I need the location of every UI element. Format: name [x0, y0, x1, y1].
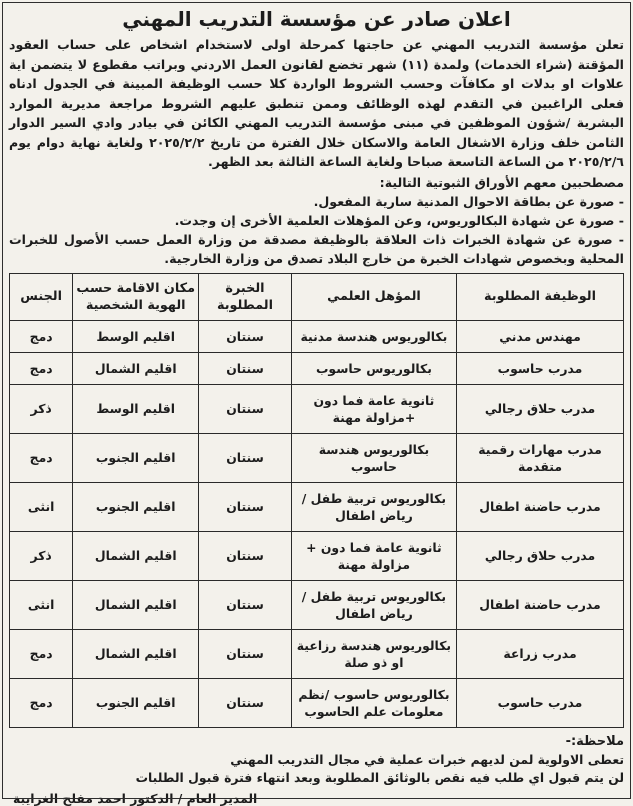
jobs-table-head [10, 273, 624, 320]
table-row [10, 320, 624, 352]
table-row [10, 384, 624, 433]
table-cell: مدرب حاسوب [457, 352, 624, 384]
notes-section [9, 733, 624, 788]
table-cell: انثى [10, 580, 73, 629]
table-cell: اقليم الجنوب [73, 433, 199, 482]
table-cell: بكالوريوس تربية طفل / رياض اطفال [291, 482, 456, 531]
table-cell: سنتان [199, 352, 292, 384]
table-cell: سنتان [199, 482, 292, 531]
table-header-cell: مكان الاقامة حسب الهوية الشخصية [73, 273, 199, 320]
jobs-table-body [10, 320, 624, 727]
table-cell: سنتان [199, 384, 292, 433]
table-cell: بكالوريوس تربية طفل / رياض اطفال [291, 580, 456, 629]
table-cell: سنتان [199, 320, 292, 352]
notes-list [9, 751, 624, 788]
table-row [10, 580, 624, 629]
table-row [10, 531, 624, 580]
table-row [10, 352, 624, 384]
note-line: تعطى الاولوية لمن لديهم خبرات عملية في مجال التدريب المهني [230, 751, 624, 767]
table-cell: دمج [10, 678, 73, 727]
table-cell: اقليم الجنوب [73, 482, 199, 531]
document-item: - صورة عن شهادة الخبرات ذات العلاقة بالوظيفة مصدقة من وزارة العمل حسب الأصول للخبرات المحلية وبخصوص شهادات الخبرة من خارج البلاد تصدق من وزارة الخارجية. [9, 231, 624, 266]
table-cell: انثى [10, 482, 73, 531]
table-cell: ثانوية عامة فما دون + مزاولة مهنة [291, 531, 456, 580]
document-item: - صورة عن بطاقة الاحوال المدنية سارية المفعول. [313, 193, 624, 209]
table-cell: سنتان [199, 629, 292, 678]
signature: المدير العام / الدكتور احمد مفلح الغرايبة [13, 790, 258, 806]
table-cell: ذكر [10, 384, 73, 433]
table-cell: اقليم الجنوب [73, 678, 199, 727]
table-cell: مدرب حلاق رجالي [457, 531, 624, 580]
table-cell: دمج [10, 433, 73, 482]
table-cell: مدرب مهارات رقمية متقدمة [457, 433, 624, 482]
table-cell: اقليم الشمال [73, 352, 199, 384]
table-cell: مهندس مدني [457, 320, 624, 352]
table-cell: مدرب حاسوب [457, 678, 624, 727]
table-cell: سنتان [199, 433, 292, 482]
table-cell: اقليم الوسط [73, 320, 199, 352]
table-cell: اقليم الشمال [73, 629, 199, 678]
table-header-cell: الجنس [10, 273, 73, 320]
table-cell: اقليم الشمال [73, 580, 199, 629]
table-header-cell: الخبرة المطلوبة [199, 273, 292, 320]
intro-paragraph: تعلن مؤسسة التدريب المهني عن حاجتها كمرحلة اولى لاستخدام اشخاص على حساب العقود المؤقتة (شراء الخدمات) ولمدة (١١) شهر تخضع لقانون العمل الاردني وبراتب مقطوع لا يتضمن اية علاوات او بدلات او مكافآت وحسب الشروط الواردة كلا حسب الوظيفة المبينة في الجدول ادناه فعلى الراغبين في التقدم لهذه الوظائف وممن تنطبق عليهم الشروط مراجعة مديرية الموارد البشرية /شؤون الموظفين في مبنى مؤسسة التدريب المهني الكائن في بيادر وادي السير الدوار الثامن خلف وزارة الاشغال العامة والاسكان خلال الفترة من تاريخ ٢٠٢٥/٢/٢ ولغاية نهاية دوام يوم ٢٠٢٥/٢/٦ من الساعة التاسعة صباحا ولغاية الساعة الثالثة بعد الظهر. [9, 37, 624, 169]
table-row [10, 678, 624, 727]
table-cell: ذكر [10, 531, 73, 580]
notes-label: ملاحظة:- [565, 733, 624, 749]
jobs-table [9, 273, 624, 728]
table-cell: مدرب حاضنة اطفال [457, 580, 624, 629]
table-header-row [10, 273, 624, 320]
table-cell: اقليم الوسط [73, 384, 199, 433]
table-cell: ثانوية عامة فما دون +مزاولة مهنة [291, 384, 456, 433]
table-cell: مدرب حلاق رجالي [457, 384, 624, 433]
table-cell: سنتان [199, 678, 292, 727]
note-line: لن يتم قبول اي طلب فيه نقص بالوثائق المطلوبة وبعد انتهاء فترة قبول الطلبات [135, 770, 624, 785]
table-cell: اقليم الشمال [73, 531, 199, 580]
document-item: - صورة عن شهادة البكالوريوس، وعن المؤهلات العلمية الأخرى إن وجدت. [174, 212, 624, 228]
table-cell: سنتان [199, 580, 292, 629]
table-header-cell: الوظيفة المطلوبة [457, 273, 624, 320]
table-cell: بكالوريوس حاسوب /نظم معلومات علم الحاسوب [291, 678, 456, 727]
table-cell: بكالوريوس هندسة حاسوب [291, 433, 456, 482]
table-cell: بكالوريوس هندسة مدنية [291, 320, 456, 352]
table-cell: بكالوريوس هندسة رزاعية او ذو صلة [291, 629, 456, 678]
table-header-cell: المؤهل العلمي [291, 273, 456, 320]
table-cell: سنتان [199, 531, 292, 580]
table-cell: بكالوريوس حاسوب [291, 352, 456, 384]
table-cell: دمج [10, 352, 73, 384]
documents-heading: مصطحبين معهم الأوراق الثبوتية التالية: [379, 174, 624, 190]
table-cell: دمج [10, 629, 73, 678]
table-cell: مدرب زراعة [457, 629, 624, 678]
table-row [10, 629, 624, 678]
documents-list [9, 192, 624, 268]
table-cell: مدرب حاضنة اطفال [457, 482, 624, 531]
table-cell: دمج [10, 320, 73, 352]
table-row [10, 482, 624, 531]
page-title: اعلان صادر عن مؤسسة التدريب المهني [122, 7, 511, 31]
table-row [10, 433, 624, 482]
